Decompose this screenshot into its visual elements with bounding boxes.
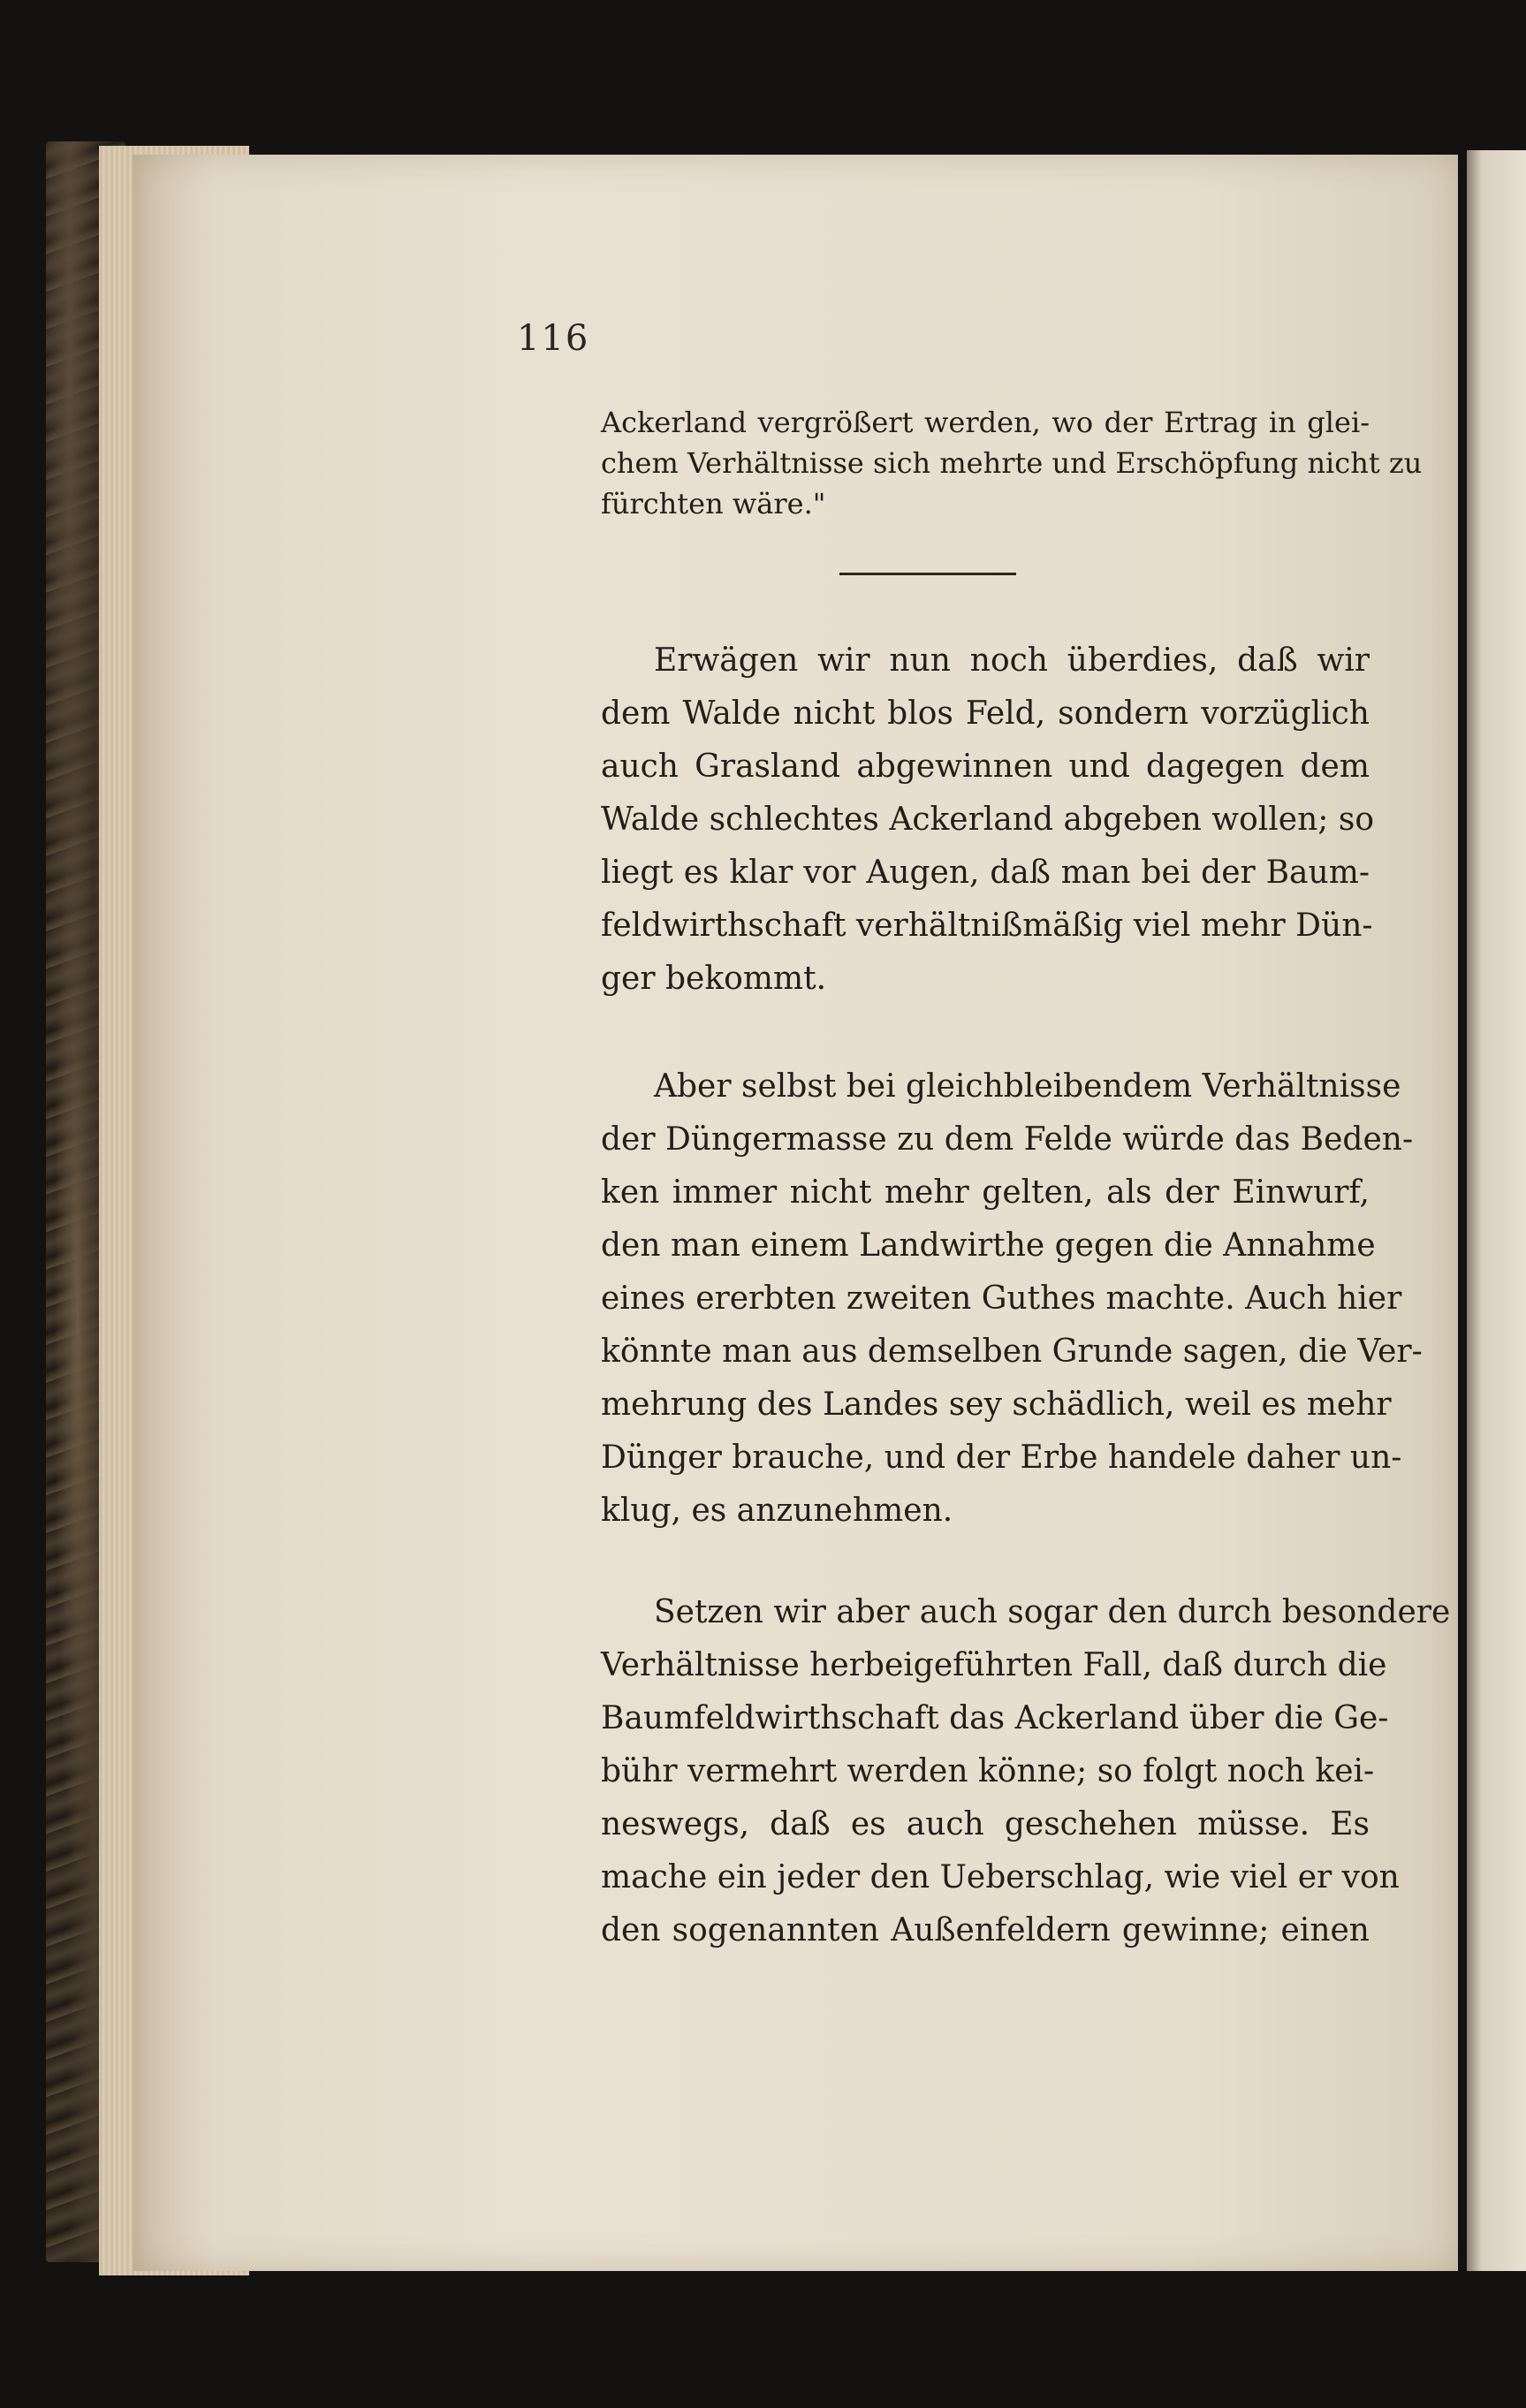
text-line: könnte man aus demselben Grunde sagen, die Ver- xyxy=(601,1333,1423,1370)
quote-continuation xyxy=(601,402,1423,524)
text-line: Dünger brauche, und der Erbe handele daher un- xyxy=(601,1439,1402,1476)
section-divider xyxy=(839,573,1016,575)
text-line: ken immer nicht mehr gelten, als der Einwurf, xyxy=(601,1174,1370,1211)
text-line: auch Grasland abgewinnen und dagegen dem xyxy=(601,748,1370,785)
text-line: der Düngermasse zu dem Felde würde das Beden- xyxy=(601,1121,1414,1158)
text-line: den sogenannten Außenfeldern gewinne; einen xyxy=(601,1912,1370,1948)
quote-line: fürchten wäre." xyxy=(601,487,826,520)
text-line: Aber selbst bei gleichbleibendem Verhältnisse xyxy=(654,1068,1401,1105)
text-line: klug, es anzunehmen. xyxy=(601,1493,953,1529)
text-line: mache ein jeder den Ueberschlag, wie viel er von xyxy=(601,1859,1400,1895)
text-line: feldwirthschaft verhältnißmäßig viel mehr Dün- xyxy=(601,908,1373,944)
text-line: bühr vermehrt werden könne; so folgt noch kei- xyxy=(601,1753,1375,1789)
text-line: Erwägen wir nun noch überdies, daß wir xyxy=(654,642,1370,679)
text-line: eines ererbten zweiten Guthes machte. Auch hier xyxy=(601,1280,1402,1317)
text-line: dem Walde nicht blos Feld, sondern vorzüglich xyxy=(601,695,1370,732)
text-line: den man einem Landwirthe gegen die Annahme xyxy=(601,1227,1376,1264)
text-line: Setzen wir aber auch sogar den durch besondere xyxy=(654,1594,1451,1630)
paragraph-1 xyxy=(601,634,1375,1006)
paragraph-3 xyxy=(601,1586,1451,1957)
quote-line: Ackerland vergrößert werden, wo der Ertrag in glei- xyxy=(601,406,1370,439)
text-line: neswegs, daß es auch geschehen müsse. Es xyxy=(601,1806,1370,1842)
paragraph-2 xyxy=(601,1060,1423,1538)
text-line: Walde schlechtes Ackerland abgeben wollen; so xyxy=(601,801,1375,838)
text-line: mehrung des Landes sey schädlich, weil es mehr xyxy=(601,1386,1392,1423)
text-line: ger bekommt. xyxy=(601,961,827,997)
next-page-edge xyxy=(1467,150,1526,2271)
text-line: Verhältnisse herbeigeführten Fall, daß durch die xyxy=(601,1647,1387,1683)
text-line: liegt es klar vor Augen, daß man bei der Baum- xyxy=(601,855,1370,891)
quote-line: chem Verhältnisse sich mehrte und Erschöpfung nicht zu xyxy=(601,446,1423,480)
page-number: 116 xyxy=(517,318,590,359)
text-line: Baumfeldwirthschaft das Ackerland über die Ge- xyxy=(601,1700,1389,1736)
